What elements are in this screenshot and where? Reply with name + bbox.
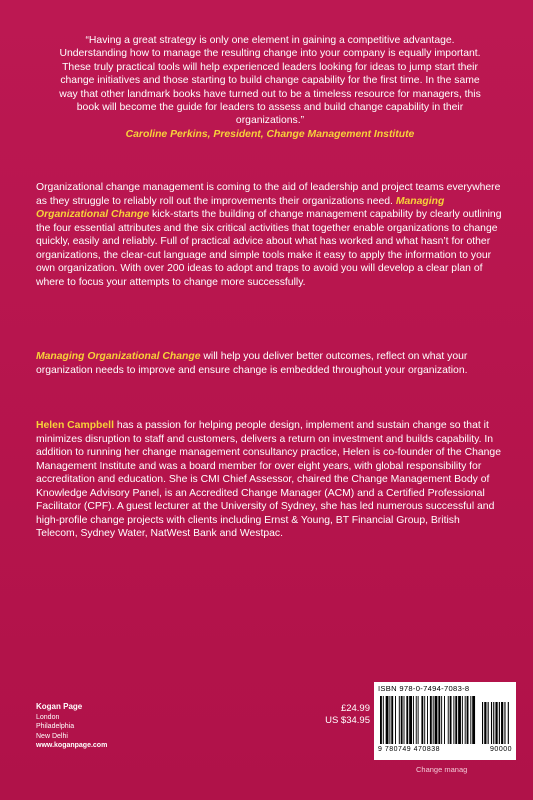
barcode-bar xyxy=(409,696,412,744)
description-text: Organizational change management is coming to the aid of leadership and project teams everywhere as they struggle to reliably roll out the improvements their organizations need. xyxy=(36,182,501,207)
publisher-city: Philadelphia xyxy=(36,723,75,731)
barcode-bar xyxy=(465,696,466,744)
barcode-bar xyxy=(395,696,396,744)
barcode-bar xyxy=(421,696,423,744)
barcode-bar xyxy=(472,696,475,744)
description-text: will help you deliver better outcomes, reflect on what your organization needs to improve and ensure change is embedded throughout your organization. xyxy=(36,351,468,376)
price-block xyxy=(300,703,370,727)
barcode-bar xyxy=(380,696,382,744)
barcode-bar xyxy=(455,696,457,744)
barcode-bar xyxy=(386,696,389,744)
barcode-bar xyxy=(399,696,400,744)
barcode-bar xyxy=(448,696,449,744)
barcode-addon: 90000 xyxy=(490,746,512,753)
author-bio-text: has a passion for helping people design, implement and sustain change so that it minimizes disruption to staff and customers, delivers a return on investment and builds capability. In addition to running her change management consultancy practice, Helen is co-founder of the Change Management Institute and was a board member for over eight years, with global responsibility for accreditation and education. She is CMI Chief Assessor, chaired the Change Management Body of Knowledge Advisory Panel, is an Accredited Change Manager (ACM) and a Certified Professional Facilitator (CPF). A guest lecturer at the University of Sydney, she has led numerous successful and high-profile change projects with clients including Ernst & Young, BT Financial Group, British Telecom, Sydney Water, NatWest Bank and Westpac. xyxy=(36,420,501,539)
author-bio xyxy=(36,419,504,541)
barcode-bar xyxy=(427,696,428,744)
barcode xyxy=(374,682,516,760)
publisher-city: New Delhi xyxy=(36,732,68,740)
barcode-bar xyxy=(391,696,393,744)
description-paragraph-2 xyxy=(36,350,504,377)
barcode-bar xyxy=(462,696,463,744)
barcode-bar xyxy=(435,696,438,744)
barcode-bar xyxy=(467,696,469,744)
description-paragraph-1 xyxy=(36,181,504,289)
barcode-addon-bar xyxy=(495,702,497,744)
barcode-addon-bar xyxy=(484,702,486,744)
barcode-digits xyxy=(378,746,512,753)
barcode-addon-bar xyxy=(491,702,492,744)
barcode-bar xyxy=(413,696,414,744)
quote-text: “Having a great strategy is only one element in gaining a competitive advantage. Understanding how to manage the resulting change into your company is equally important. These truly practical tools will help experienced leaders looking for ideas to jump start their change initiatives and those starting to build change capability for the first time. In the same way that other landmark books have turned out to be a timeless resource for managers, this book will become the guide for leaders to assess and build change capability in their organizations.” xyxy=(59,35,481,127)
barcode-bar xyxy=(418,696,419,744)
publisher-name: Kogan Page xyxy=(36,702,83,711)
publisher-url: www.koganpage.com xyxy=(36,742,108,750)
barcode-bar xyxy=(441,696,442,744)
barcode-bar xyxy=(404,696,405,744)
book-title-highlight: Managing Organizational Change xyxy=(36,195,445,220)
barcode-addon-bar xyxy=(499,702,500,744)
isbn-text: ISBN 978-0-7494-7083-8 xyxy=(378,684,470,693)
barcode-bar xyxy=(444,696,445,744)
barcode-bar xyxy=(438,696,440,744)
barcode-bar xyxy=(406,696,408,744)
barcode-bar xyxy=(430,696,432,744)
endorsement-quote xyxy=(52,34,488,141)
barcode-addon-bar xyxy=(508,702,509,744)
publisher-city: London xyxy=(36,713,60,721)
barcode-bar xyxy=(458,696,461,744)
barcode-bar xyxy=(424,696,425,744)
barcode-bar xyxy=(433,696,434,744)
quote-attribution: Caroline Perkins, President, Change Management Institute xyxy=(125,128,415,140)
barcode-bar xyxy=(450,696,452,744)
barcode-addon-bar xyxy=(488,702,489,744)
barcode-bar xyxy=(389,696,390,744)
barcode-bar xyxy=(470,696,471,744)
barcode-bars xyxy=(380,696,510,744)
book-title-highlight: Managing Organizational Change xyxy=(36,351,201,362)
barcode-bar xyxy=(453,696,454,744)
barcode-addon-bar xyxy=(501,702,503,744)
price-usd: US $34.95 xyxy=(325,715,370,726)
barcode-addon-bar xyxy=(504,702,505,744)
author-name: Helen Campbell xyxy=(36,420,114,431)
barcode-number: 9 780749 470838 xyxy=(378,746,440,753)
publisher-block xyxy=(36,702,107,751)
barcode-bar xyxy=(416,696,417,744)
barcode-addon-bar xyxy=(493,702,494,744)
price-gbp: £24.99 xyxy=(340,703,370,714)
spine-text: Change manag xyxy=(416,765,468,774)
description-text: kick-starts the building of change management capability by clearly outlining the four essential attributes and the six critical activities that together enable organizations to change quickly, easily and reliably. Full of practical advice about what has worked and what hasn’t for other organizations, the clear-cut language and simple tools make it easy to apply the information to your own organization. With over 200 ideas to adopt and traps to avoid you will develop a clear plan of where to focus your attempts to change more successfully. xyxy=(36,209,502,288)
barcode-bar xyxy=(383,696,384,744)
barcode-addon-bar xyxy=(482,702,483,744)
barcode-bar xyxy=(401,696,403,744)
